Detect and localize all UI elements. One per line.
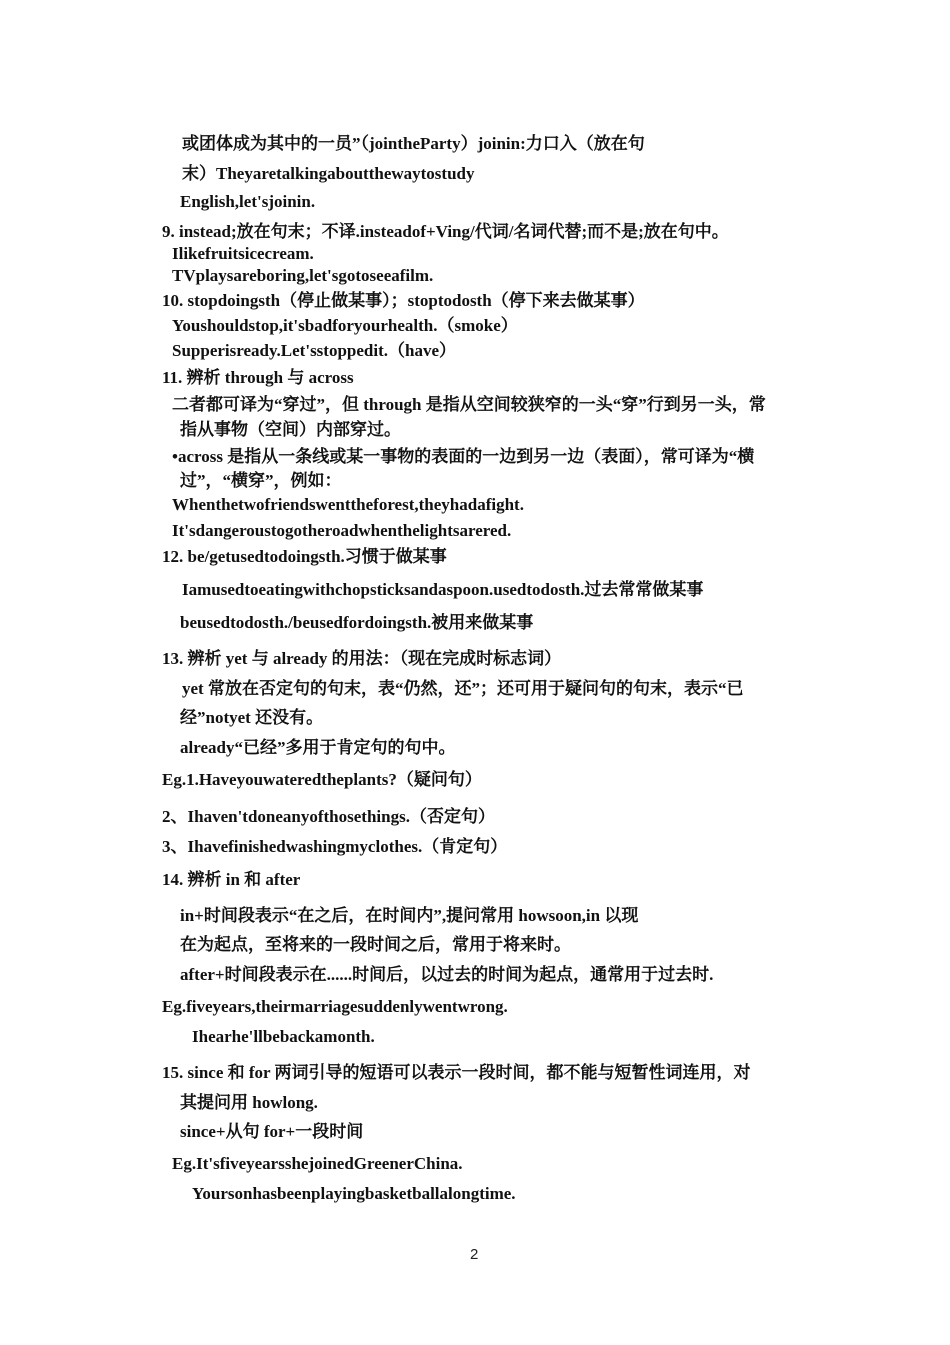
text-line-5: Ilikefruitsicecream.: [172, 244, 314, 263]
text-line-28: in+时间段表示“在之后，在时间内”,提问常用 howsoon,in 以现: [180, 906, 639, 925]
text-line-8: Youshouldstop,it'sbadforyourhealth.（smoke）: [172, 316, 518, 335]
text-line-22: 经”notyet 还没有。: [180, 708, 324, 727]
text-line-26: 3、Ihavefinishedwashingmyclothes.（肯定句）: [162, 837, 508, 856]
text-line-10: 11. 辨析 through 与 across: [162, 368, 354, 387]
page-number: 2: [470, 1246, 479, 1263]
text-line-23: already“已经”多用于肯定句的句中。: [180, 738, 456, 757]
text-line-11: 二者都可译为“穿过”，但 through 是指从空间较狭窄的一头“穿”行到另一头，常: [172, 395, 766, 414]
text-line-21: yet 常放在否定句的句末，表“仍然，还”；还可用于疑问句的句末，表示“已: [182, 679, 744, 698]
text-line-9: Supperisready.Let'sstoppedit.（have）: [172, 341, 457, 360]
text-line-35: since+从句 for+一段时间: [180, 1122, 364, 1141]
text-line-15: Whenthetwofriendswenttheforest,theyhadafight.: [172, 495, 524, 514]
text-line-24: Eg.1.Haveyouwateredtheplants?（疑问句）: [162, 770, 482, 789]
text-line-3: English,let'sjoinin.: [180, 192, 316, 211]
text-line-33: 15. since 和 for 两词引导的短语可以表示一段时间，都不能与短暂性词连用，对: [162, 1063, 751, 1082]
text-line-17: 12. be/getusedtodoingsth.习惯于做某事: [162, 547, 447, 566]
text-line-36: Eg.It'sfiveyearsshejoinedGreenerChina.: [172, 1154, 463, 1173]
text-line-31: Eg.fiveyears,theirmarriagesuddenlywentwrong.: [162, 997, 508, 1016]
text-line-25: 2、Ihaven'tdoneanyofthosethings.（否定句）: [162, 807, 495, 826]
text-line-18: Iamusedtoeatingwithchopsticksandaspoon.usedtodosth.过去常常做某事: [182, 580, 704, 599]
text-line-16: It'sdangeroustogotheroadwhenthelightsarered.: [172, 521, 512, 540]
text-line-19: beusedtodosth./beusedfordoingsth.被用来做某事: [180, 613, 534, 632]
text-line-2: 末）Theyaretalkingaboutthewaytostudy: [182, 164, 475, 183]
text-line-6: TVplaysareboring,let'sgotoseeafilm.: [172, 266, 434, 285]
text-line-13: •across 是指从一条线或某一事物的表面的一边到另一边（表面），常可译为“横: [172, 447, 755, 466]
text-line-29: 在为起点，至将来的一段时间之后，常用于将来时。: [180, 935, 571, 954]
text-line-20: 13. 辨析 yet 与 already 的用法：（现在完成时标志词）: [162, 649, 562, 668]
text-line-30: after+时间段表示在......时间后，以过去的时间为起点，通常用于过去时.: [180, 965, 714, 984]
text-line-37: Yoursonhasbeenplayingbasketballalongtime.: [192, 1184, 516, 1203]
text-line-14: 过”，“横穿”，例如：: [180, 471, 342, 490]
text-line-7: 10. stopdoingsth（停止做某事）；stoptodosth（停下来去做某事）: [162, 291, 645, 310]
text-line-32: Ihearhe'llbebackamonth.: [192, 1027, 375, 1046]
text-line-1: 或团体成为其中的一员”（jointheParty）joinin:力口入（放在句: [182, 134, 645, 153]
text-line-12: 指从事物（空间）内部穿过。: [180, 420, 401, 439]
text-line-34: 其提问用 howlong.: [180, 1093, 318, 1112]
text-line-27: 14. 辨析 in 和 after: [162, 870, 301, 889]
text-line-4: 9. instead;放在句末；不译.insteadof+Ving/代词/名词代替;而不是;放在句中。: [162, 222, 729, 241]
